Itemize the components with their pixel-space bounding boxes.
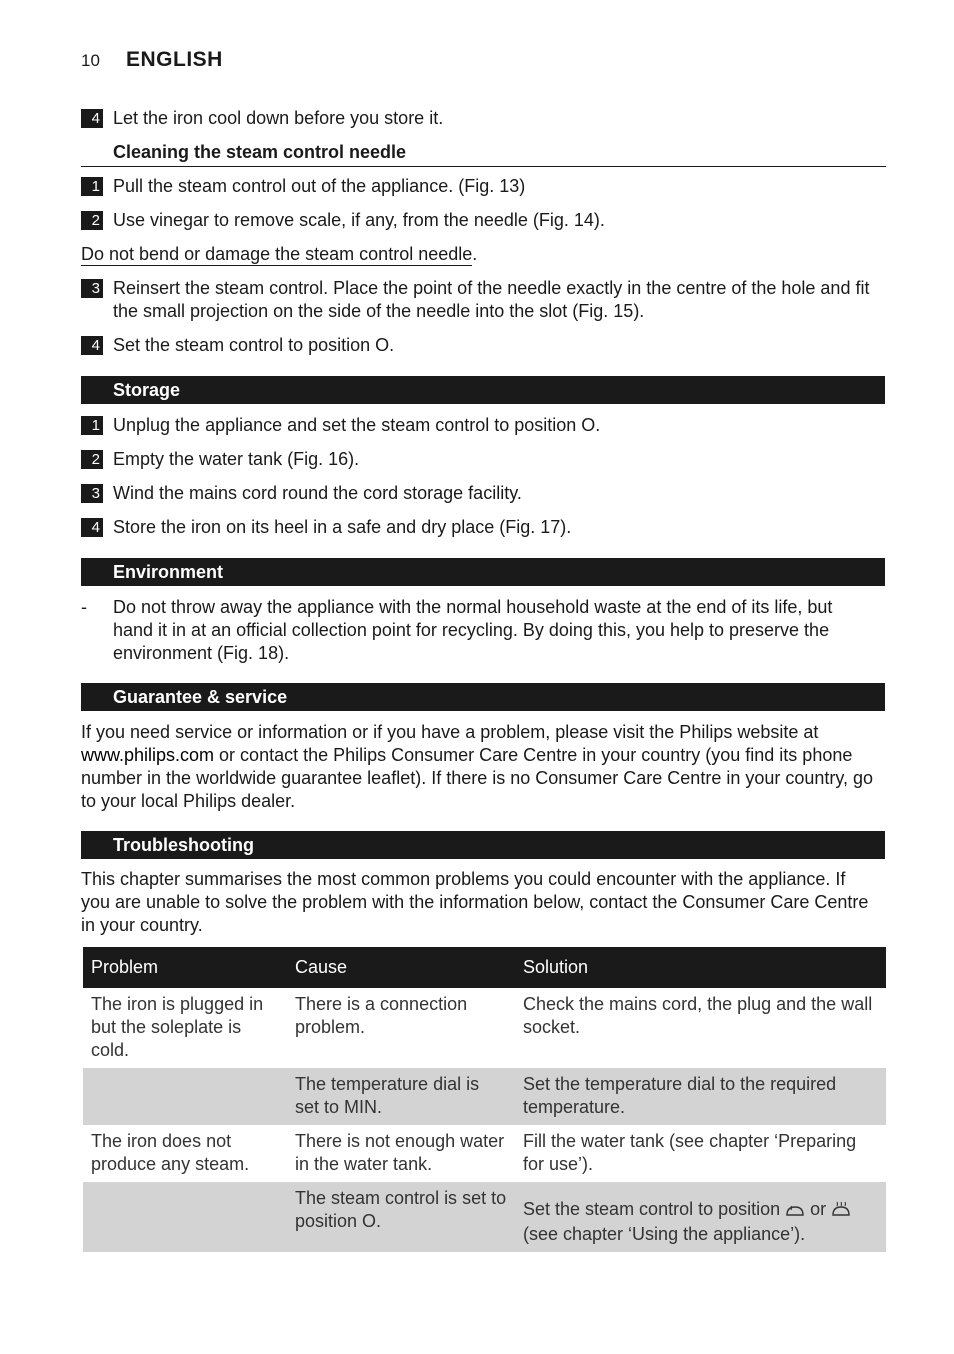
column-header-solution: Solution <box>515 947 886 988</box>
troubleshooting-table <box>83 947 886 1252</box>
step-number: 4 <box>81 109 103 128</box>
language-heading: ENGLISH <box>126 48 223 71</box>
problem-cell: The iron does not produce any steam. <box>91 1131 250 1174</box>
step-text: Empty the water tank (Fig. 16). <box>113 449 360 469</box>
troubleshooting-intro: This chapter summarises the most common problems you could encounter with the appliance. If you are unable to solve the problem with the information below, contact the Consumer Care Centre in your country. <box>81 869 869 935</box>
section-title-troubleshooting: Troubleshooting <box>113 835 254 855</box>
section-bar-environment <box>81 558 885 586</box>
bullet-dash: - <box>81 597 87 617</box>
steam-low-icon <box>785 1200 805 1223</box>
step-text: Wind the mains cord round the cord storage facility. <box>113 483 522 503</box>
divider <box>81 166 886 167</box>
step-text: Reinsert the steam control. Place the point of the needle exactly in the centre of the hole and fit the small projection on the side of the needle into the slot (Fig. 15). <box>113 278 870 321</box>
solution-cell: Fill the water tank (see chapter ‘Preparing for use’). <box>523 1131 857 1174</box>
section-bar-guarantee <box>81 683 885 711</box>
section-bar-storage <box>81 376 885 404</box>
step-number: 3 <box>81 484 103 503</box>
section-bar-troubleshooting <box>81 831 885 859</box>
cause-cell: There is not enough water in the water tank. <box>295 1131 505 1174</box>
table-row <box>83 1068 886 1125</box>
philips-website-link[interactable]: www.philips.com <box>81 745 215 765</box>
table-header-row <box>83 947 886 988</box>
step-number: 1 <box>81 177 103 196</box>
cause-cell: There is a connection problem. <box>295 994 468 1037</box>
solution-text-before: Set the steam control to position <box>523 1199 786 1219</box>
step-number: 4 <box>81 518 103 537</box>
section-title-guarantee: Guarantee & service <box>113 687 288 707</box>
solution-cell: Check the mains cord, the plug and the wall socket. <box>523 994 873 1037</box>
solution-cell: Set the temperature dial to the required temperature. <box>515 1068 886 1125</box>
step-number: 1 <box>81 416 103 435</box>
problem-cell: The iron is plugged in but the soleplate is cold. <box>91 994 264 1060</box>
guarantee-paragraph <box>81 721 884 813</box>
table-row <box>83 1125 886 1182</box>
warning-text: Do not bend or damage the steam control needle <box>81 244 473 264</box>
cause-cell: The temperature dial is set to MIN. <box>287 1068 515 1125</box>
step-number: 2 <box>81 450 103 469</box>
guarantee-text-after: or contact the Philips Consumer Care Centre in your country (you find its phone number in the worldwide guarantee leaflet). If there is no Consumer Care Centre in your country, go to your local Philips dealer. <box>81 745 874 811</box>
step-text: Unplug the appliance and set the steam control to position O. <box>113 415 601 435</box>
solution-cell <box>515 1182 886 1252</box>
steam-high-icon <box>831 1200 851 1223</box>
step-number: 4 <box>81 336 103 355</box>
section-title-cleaning: Cleaning the steam control needle <box>113 142 407 162</box>
problem-cell <box>83 1068 287 1125</box>
column-header-cause: Cause <box>287 947 515 988</box>
warning-note <box>81 243 477 266</box>
solution-text-or: or <box>805 1199 832 1219</box>
step-text: Set the steam control to position O. <box>113 335 395 355</box>
warning-period: . <box>472 244 478 264</box>
problem-cell <box>83 1182 287 1252</box>
section-title-storage: Storage <box>113 380 181 400</box>
table-row <box>83 988 886 1068</box>
table-row <box>83 1182 886 1252</box>
section-title-environment: Environment <box>113 562 224 582</box>
step-text: Pull the steam control out of the appliance. (Fig. 13) <box>113 176 526 196</box>
step-number: 3 <box>81 279 103 298</box>
step-text: Use vinegar to remove scale, if any, from the needle (Fig. 14). <box>113 210 605 230</box>
step-number: 2 <box>81 211 103 230</box>
column-header-problem: Problem <box>83 947 287 988</box>
step-text: Let the iron cool down before you store it. <box>113 108 444 128</box>
solution-text-after: (see chapter ‘Using the appliance’). <box>523 1224 806 1244</box>
step-text: Store the iron on its heel in a safe and dry place (Fig. 17). <box>113 517 572 537</box>
environment-text: Do not throw away the appliance with the normal household waste at the end of its life, but hand it in at an official collection point for recycling. By doing this, you help to preserve the environment (Fig. 18). <box>113 597 833 663</box>
page-number: 10 <box>81 51 100 70</box>
guarantee-text-before: If you need service or information or if you have a problem, please visit the Philips website at <box>81 722 819 742</box>
cause-cell: The steam control is set to position O. <box>287 1182 515 1252</box>
